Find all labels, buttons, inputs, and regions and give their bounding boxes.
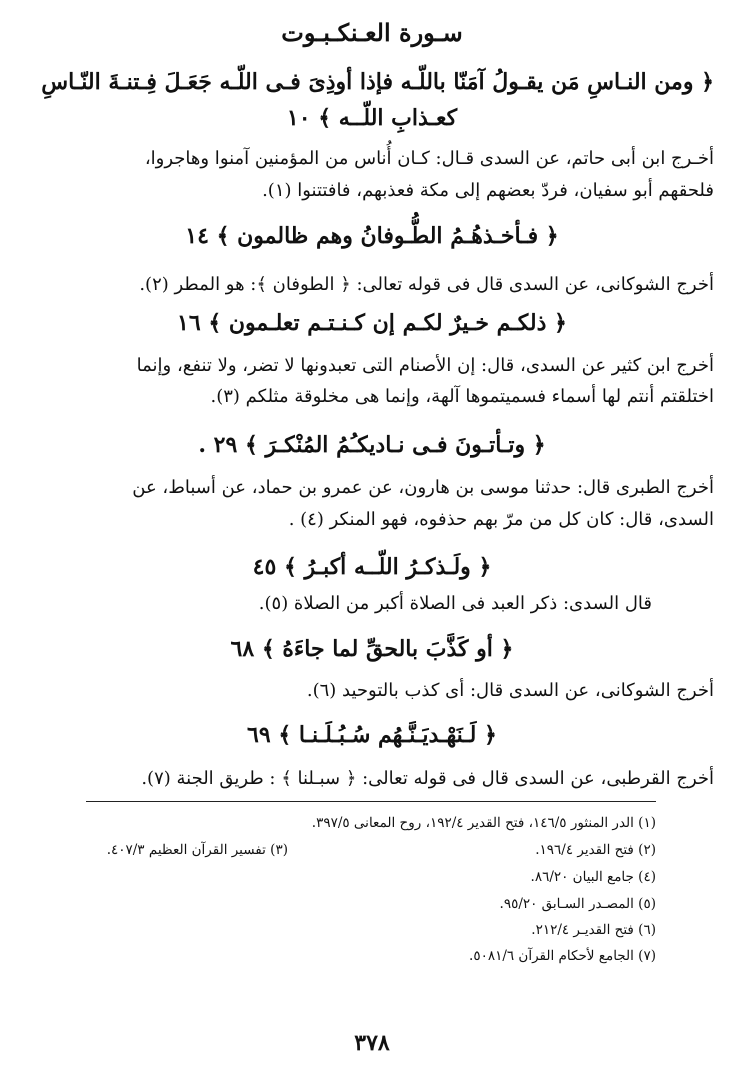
verse-68: ﴿ أو كَذَّبَ بالحقِّ لما جاءَهُ ﴾ ٦٨ bbox=[230, 636, 514, 662]
verse-10-line-1: ﴿ ومن النـاسِ مَن يقـولُ آمَنّا باللّـه فإذا أوذِىَ فـى اللّـه جَعَـلَ فِـتنـةَ النّـاسِ bbox=[41, 69, 714, 95]
verse-14: ﴿ فـأخـذهُـمُ الطُّـوفانُ وهم ظالمون ﴾ ١٤ bbox=[185, 223, 559, 249]
footnote-6: (٦) فتح القديـر ٢١٢/٤. bbox=[531, 922, 656, 938]
verse-69: ﴿ لَـنَهْـديَـنَّـهُم سُـبُـلَـنـا ﴾ ٦٩ bbox=[247, 722, 497, 748]
footnote-4: (٤) جامع البيان ٨٦/٢٠. bbox=[530, 869, 656, 885]
verse-10-line-2: كعـذابِ اللّــه ﴾ ١٠ bbox=[286, 105, 458, 131]
commentary-6-line-1: أخرج الشوكانى، عن السدى قال: أى كذب بالتوحيد (٦). bbox=[306, 680, 714, 701]
commentary-2-line-1: أخرج الشوكانى، عن السدى قال فى قوله تعالى: ﴿ الطوفان ﴾: هو المطر (٢). bbox=[139, 274, 714, 295]
footnote-1: (١) الدر المنثور ١٤٦/٥، فتح القدير ١٩٢/٤، روح المعانى ٣٩٧/٥. bbox=[311, 815, 656, 831]
commentary-4-line-2: السدى، قال: كان كل من مرّ بهم حذفوه، فهو المنكر (٤) . bbox=[288, 509, 714, 530]
verse-29: ﴿ وتـأتـونَ فـى نـاديكـُمُ المُنْكـرَ ﴾ ٢٩ . bbox=[198, 432, 546, 458]
footnote-7: (٧) الجامع لأحكام القرآن ٥٠٨١/٦. bbox=[469, 948, 656, 964]
surah-title: سـورة العـنكـبـوت bbox=[281, 18, 463, 47]
commentary-1-line-1: أخـرج ابن أبى حاتم، عن السدى قـال: كـان أُناس من المؤمنين آمنوا وهاجروا، bbox=[144, 148, 714, 169]
page-number: ٣٧٨ bbox=[354, 1030, 390, 1056]
commentary-1-line-2: فلحقهم أبو سفيان، فردّ بعضهم إلى مكة فعذبهم، فافتتنوا (١). bbox=[262, 180, 714, 201]
commentary-4-line-1: أخرج الطبرى قال: حدثنا موسى بن هارون، عن عمرو بن حماد، عن أسباط، عن bbox=[132, 477, 714, 498]
footnote-3: (٣) تفسير القرآن العظيم ٤٠٧/٣. bbox=[106, 842, 288, 858]
verse-16: ﴿ ذلكـم خـيرٌ لكـم إن كـنـتـم تعلـمون ﴾ ١٦ bbox=[177, 310, 567, 336]
commentary-3-line-1: أخرج ابن كثير عن السدى، قال: إن الأصنام التى تعبدونها لا تضر، ولا تنفع، وإنما bbox=[136, 355, 714, 376]
footnote-separator bbox=[86, 801, 656, 802]
verse-45: ﴿ ولَـذكـرُ اللّــه أكبـرُ ﴾ ٤٥ bbox=[252, 554, 492, 580]
commentary-3-line-2: اختلقتم أنتم لها أسماء فسميتموها آلهة، وإنما هى مخلوقة مثلكم (٣). bbox=[210, 386, 714, 407]
commentary-7-line-1: أخرج القرطبى، عن السدى قال فى قوله تعالى: ﴿ سبـلنا ﴾ : طريق الجنة (٧). bbox=[141, 768, 714, 789]
footnote-2: (٢) فتح القدير ١٩٦/٤. bbox=[535, 842, 656, 858]
commentary-5-line-1: قال السدى: ذكر العبد فى الصلاة أكبر من الصلاة (٥). bbox=[258, 593, 652, 614]
footnote-5: (٥) المصـدر السـابق ٩٥/٢٠. bbox=[499, 896, 656, 912]
